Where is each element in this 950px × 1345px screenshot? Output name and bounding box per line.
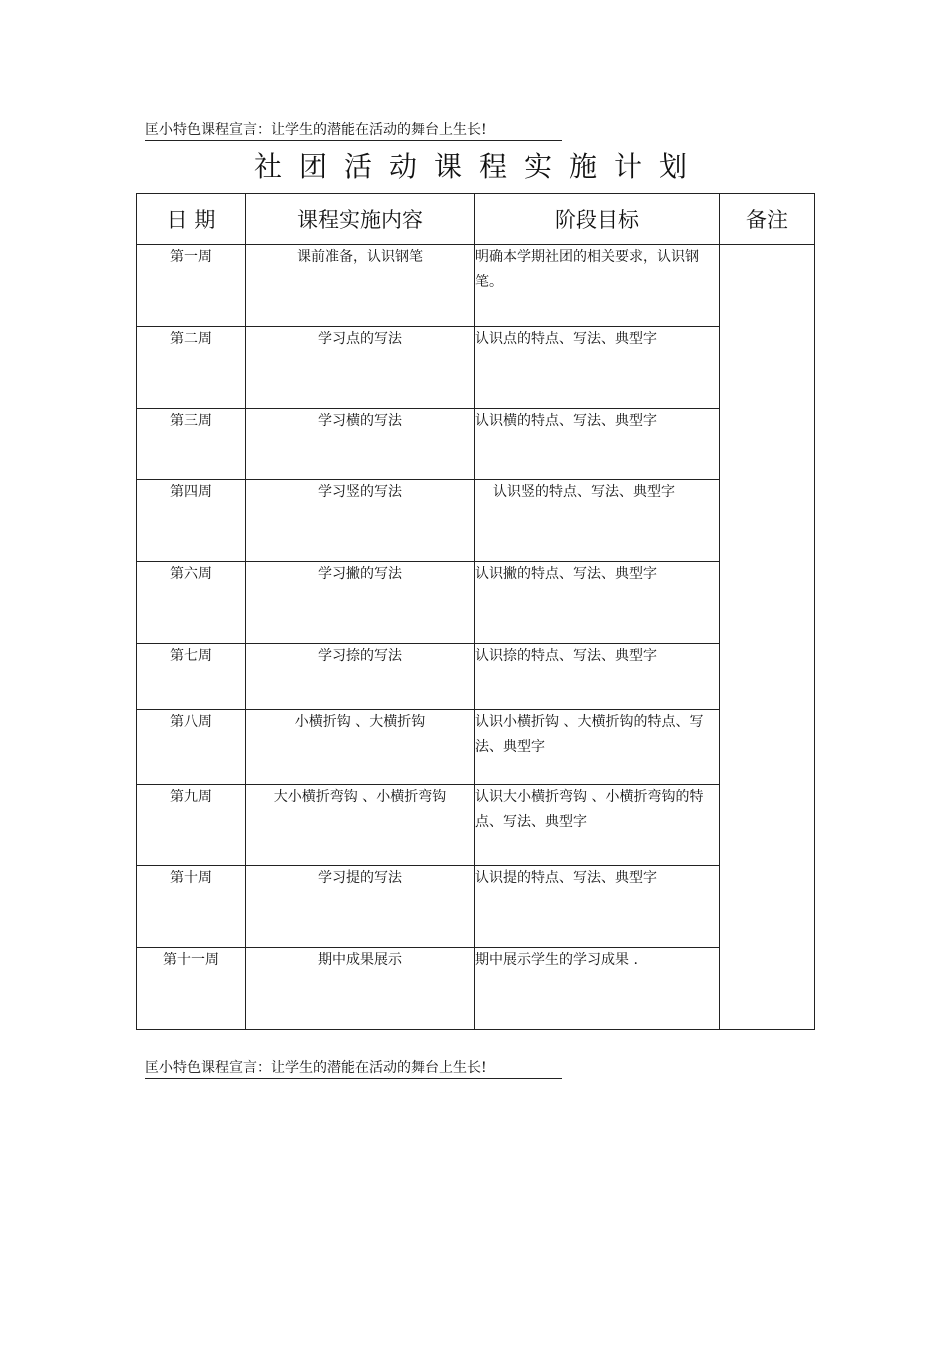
slogan-top: 匡小特色课程宣言：让学生的潜能在活动的舞台上生长! [145,121,562,141]
row-goal: 期中展示学生的学习成果 . [475,948,720,1030]
row-goal: 认识捺的特点、写法、典型字 [475,644,720,710]
row-content: 小横折钩 、大横折钩 [246,710,475,785]
header-date: 日 期 [137,194,246,245]
row-goal: 认识小横折钩 、大横折钩的特点、写法、典型字 [475,710,720,785]
table-row [137,948,815,1030]
row-goal: 认识横的特点、写法、典型字 [475,409,720,480]
row-date: 第一周 [137,245,246,327]
row-content: 学习捺的写法 [246,644,475,710]
header-content: 课程实施内容 [246,194,475,245]
row-date: 第九周 [137,785,246,866]
header-note: 备注 [720,194,815,245]
row-content: 学习竖的写法 [246,480,475,562]
table-row [137,866,815,948]
row-date: 第二周 [137,327,246,409]
table-row [137,562,815,644]
row-content: 学习撇的写法 [246,562,475,644]
slogan-bottom: 匡小特色课程宣言：让学生的潜能在活动的舞台上生长! [145,1059,562,1079]
row-content: 课前准备，认识钢笔 [246,245,475,327]
row-goal: 认识点的特点、写法、典型字 [475,327,720,409]
document-title: 社团活动课程实施计划 [253,150,704,183]
table-row [137,710,815,785]
row-content: 期中成果展示 [246,948,475,1030]
table-row [137,644,815,710]
row-goal: 认识撇的特点、写法、典型字 [475,562,720,644]
row-content: 学习提的写法 [246,866,475,948]
row-goal: 明确本学期社团的相关要求，认识钢笔。 [475,245,720,327]
row-content: 大小横折弯钩 、小横折弯钩 [246,785,475,866]
row-date: 第七周 [137,644,246,710]
row-goal: 认识提的特点、写法、典型字 [475,866,720,948]
row-date: 第四周 [137,480,246,562]
row-date: 第六周 [137,562,246,644]
table-row [137,480,815,562]
row-goal: 认识竖的特点、写法、典型字 [475,480,720,562]
table-row [137,785,815,866]
table-header-row [137,194,815,245]
row-date: 第八周 [137,710,246,785]
row-content: 学习点的写法 [246,327,475,409]
course-plan-table [136,193,815,1030]
header-goal: 阶段目标 [475,194,720,245]
row-date: 第十一周 [137,948,246,1030]
row-content: 学习横的写法 [246,409,475,480]
row-date: 第十周 [137,866,246,948]
table-row [137,409,815,480]
row-goal: 认识大小横折弯钩 、小横折弯钩的特点、写法、典型字 [475,785,720,866]
table-row [137,245,815,327]
note-column [720,245,815,1030]
row-date: 第三周 [137,409,246,480]
table-row [137,327,815,409]
